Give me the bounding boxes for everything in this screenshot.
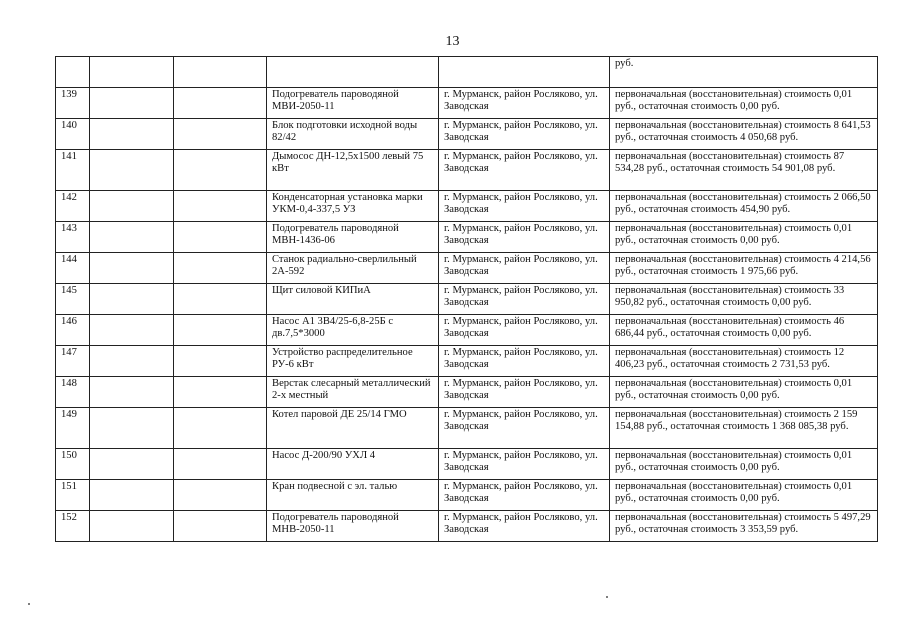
cell-cost: первоначальная (восстановительная) стоимость 0,01 руб., остаточная стоимость 0,00 руб. [610,88,878,119]
cell-num: 147 [56,346,90,377]
table-row [56,88,878,119]
cell-num: 148 [56,377,90,408]
cell-empty-b [90,88,174,119]
cell-num: 144 [56,253,90,284]
cell-empty-b [90,408,174,449]
table-row [56,480,878,511]
cell-address: г. Мурманск, район Росляково, ул. Заводская [439,150,610,191]
cell-name: Дымосос ДН-12,5х1500 левый 75 кВт [267,150,439,191]
cell-empty-b [90,150,174,191]
cell-address: г. Мурманск, район Росляково, ул. Заводская [439,449,610,480]
cell-address: г. Мурманск, район Росляково, ул. Заводская [439,222,610,253]
cell-name: Щит силовой КИПиА [267,284,439,315]
cell-empty-c [174,480,267,511]
cell-empty-c [174,449,267,480]
cell-empty-c [174,119,267,150]
continuation-row [56,57,878,88]
cell-num: 145 [56,284,90,315]
table-row [56,377,878,408]
cell-num [56,57,90,88]
cell-num: 141 [56,150,90,191]
cell-address: г. Мурманск, район Росляково, ул. Заводская [439,511,610,542]
table-row [56,191,878,222]
cell-empty-c [174,57,267,88]
cell-empty-c [174,253,267,284]
cell-num: 151 [56,480,90,511]
cell-cost: первоначальная (восстановительная) стоимость 4 214,56 руб., остаточная стоимость 1 975,66 руб. [610,253,878,284]
cell-name [267,57,439,88]
cell-empty-b [90,346,174,377]
cell-cost: первоначальная (восстановительная) стоимость 0,01 руб., остаточная стоимость 0,00 руб. [610,480,878,511]
cell-num: 140 [56,119,90,150]
cell-empty-b [90,480,174,511]
cell-address: г. Мурманск, район Росляково, ул. Заводская [439,408,610,449]
cell-address [439,57,610,88]
scan-speck [28,603,30,605]
table-row [56,346,878,377]
cell-empty-c [174,511,267,542]
cell-name: Устройство распределительное РУ-6 кВт [267,346,439,377]
cell-cost: первоначальная (восстановительная) стоимость 0,01 руб., остаточная стоимость 0,00 руб. [610,377,878,408]
cell-address: г. Мурманск, район Росляково, ул. Заводская [439,284,610,315]
cell-cost: первоначальная (восстановительная) стоимость 33 950,82 руб., остаточная стоимость 0,00 руб. [610,284,878,315]
cell-empty-b [90,377,174,408]
cell-name: Подогреватель пароводяной МВИ-2050-11 [267,88,439,119]
cell-empty-b [90,222,174,253]
cell-empty-b [90,253,174,284]
cell-name: Конденсаторная установка марки УКМ-0,4-337,5 УЗ [267,191,439,222]
cell-address: г. Мурманск, район Росляково, ул. Заводская [439,315,610,346]
property-table [55,56,878,542]
cell-empty-b [90,57,174,88]
table-row [56,449,878,480]
scan-speck [606,596,608,598]
cell-address: г. Мурманск, район Росляково, ул. Заводская [439,119,610,150]
cell-cost: первоначальная (восстановительная) стоимость 5 497,29 руб., остаточная стоимость 3 353,59 руб. [610,511,878,542]
cell-name: Станок радиально-сверлильный 2А-592 [267,253,439,284]
cell-cost: первоначальная (восстановительная) стоимость 2 066,50 руб., остаточная стоимость 454,90 руб. [610,191,878,222]
cell-empty-b [90,119,174,150]
table-row [56,511,878,542]
cell-num: 152 [56,511,90,542]
table-row [56,119,878,150]
cell-empty-c [174,315,267,346]
cell-address: г. Мурманск, район Росляково, ул. Заводская [439,191,610,222]
cell-empty-b [90,315,174,346]
cell-empty-c [174,377,267,408]
cell-empty-c [174,150,267,191]
cell-address: г. Мурманск, район Росляково, ул. Заводская [439,480,610,511]
cell-empty-c [174,191,267,222]
cell-empty-c [174,408,267,449]
cell-name: Подогреватель пароводяной МВН-1436-06 [267,222,439,253]
cell-name: Кран подвесной с эл. талью [267,480,439,511]
cell-name: Котел паровой ДЕ 25/14 ГМО [267,408,439,449]
cell-name: Блок подготовки исходной воды 82/42 [267,119,439,150]
cell-empty-b [90,284,174,315]
cell-address: г. Мурманск, район Росляково, ул. Заводская [439,346,610,377]
cell-cost: первоначальная (восстановительная) стоимость 2 159 154,88 руб., остаточная стоимость 1 368 085,38 руб. [610,408,878,449]
cell-cost: первоначальная (восстановительная) стоимость 0,01 руб., остаточная стоимость 0,00 руб. [610,449,878,480]
cell-empty-b [90,511,174,542]
cell-empty-c [174,284,267,315]
cell-name: Верстак слесарный металлический 2-х местный [267,377,439,408]
table-row [56,150,878,191]
cell-num: 143 [56,222,90,253]
cell-empty-b [90,449,174,480]
cell-num: 139 [56,88,90,119]
cell-address: г. Мурманск, район Росляково, ул. Заводская [439,88,610,119]
cell-empty-c [174,222,267,253]
cell-empty-c [174,346,267,377]
cell-address: г. Мурманск, район Росляково, ул. Заводская [439,253,610,284]
table-row [56,253,878,284]
cell-name: Подогреватель пароводяной МНВ-2050-11 [267,511,439,542]
table-row [56,222,878,253]
cell-cost: первоначальная (восстановительная) стоимость 0,01 руб., остаточная стоимость 0,00 руб. [610,222,878,253]
page-number: 13 [445,34,460,49]
cell-name: Насос Д-200/90 УХЛ 4 [267,449,439,480]
table-row [56,284,878,315]
cell-num: 150 [56,449,90,480]
cell-num: 146 [56,315,90,346]
cell-num: 149 [56,408,90,449]
cell-cost: первоначальная (восстановительная) стоимость 87 534,28 руб., остаточная стоимость 54 901,08 руб. [610,150,878,191]
cell-cost: первоначальная (восстановительная) стоимость 46 686,44 руб., остаточная стоимость 0,00 руб. [610,315,878,346]
cell-name: Насос А1 3В4/25-6,8-25Б с дв.7,5*3000 [267,315,439,346]
table-row [56,315,878,346]
cell-empty-c [174,88,267,119]
cell-empty-b [90,191,174,222]
cell-cost: руб. [610,57,878,88]
cell-num: 142 [56,191,90,222]
cell-cost: первоначальная (восстановительная) стоимость 12 406,23 руб., остаточная стоимость 2 731,53 руб. [610,346,878,377]
cell-address: г. Мурманск, район Росляково, ул. Заводская [439,377,610,408]
cell-cost: первоначальная (восстановительная) стоимость 8 641,53 руб., остаточная стоимость 4 050,68 руб. [610,119,878,150]
table-row [56,408,878,449]
